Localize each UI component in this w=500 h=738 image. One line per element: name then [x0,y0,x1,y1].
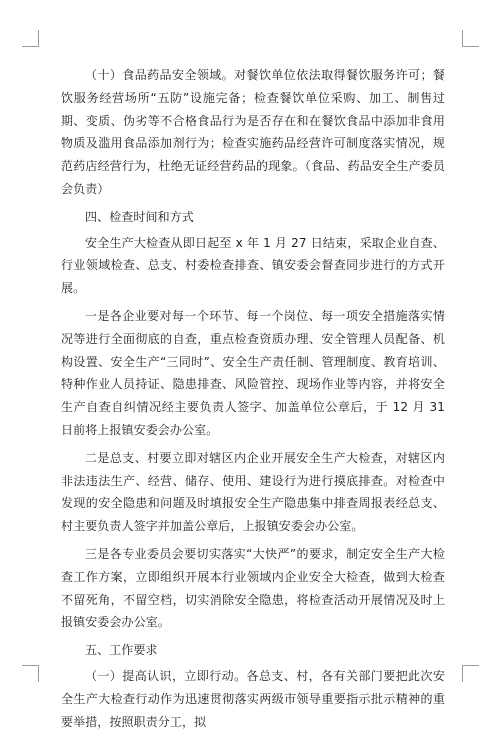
paragraph-enterprise-self-check: 一是各企业要对每一个环节、每一个岗位、每一项安全措施落实情况等进行全面彻底的自查，重点检查资质办理、安全管理人员配备、机构设置、安全生产“三同时”、安全生产责任制、管理制度、教育培训、特种作业人员持证、隐患排查、风险管控、现场作业等内容，并将安全生产自查自纠情况经主要负责人签字、加盖单位公章后，于 12 月 31 日前将上报镇安委会办公室。 [61,308,445,437]
document-body [61,64,445,738]
paragraph-branch-village-inspection: 二是总支、村要立即对辖区内企业开展安全生产大检查，对辖区内非法违法生产、经营、储存、使用、建设行为进行摸底排查。对检查中发现的安全隐患和问题及时填报安全生产隐患集中排查周报表经总支、村主要负责人签字并加盖公章后，上报镇安委会办公室。 [61,450,445,534]
section-heading-work-requirements: 五、工作要求 [85,643,158,658]
paragraph-inspection-period: 安全生产大检查从即日起至 x 年 1 月 27 日结束，采取企业自查、行业领域检查、总支、村委检查排查、镇安委会督查同步进行的方式开展。 [61,235,445,296]
paragraph-food-drug-safety: （十）食品药品安全领域。对餐饮单位依法取得餐饮服务许可；餐饮服务经营场所“五防”设施完备；检查餐饮单位采购、加工、制售过期、变质、伪劣等不合格食品行为是否存在和在餐饮食品中添加非食用物质及滥用食品添加剂行为；检查实施药品经营许可制度落实情况，规范药店经营行为，杜绝无证经营药品的现象。（食品、药品安全生产委员会负责） [61,68,445,196]
crop-mark-top-right [462,30,479,47]
section-heading-inspection-time-method: 四、检查时间和方式 [85,209,194,224]
crop-mark-bottom-right [462,665,479,682]
crop-mark-bottom-left [22,665,39,682]
paragraph-raise-awareness: （一）提高认识，立即行动。各总支、村，各有关部门要把此次安全生产大检查行动作为迅速贯彻落实两级市领导重要指示批示精神的重要举措，按照职责分工，拟 [61,668,445,729]
paragraph-committee-inspection: 三是各专业委员会要切实落实“大快严”的要求，制定安全生产大检查工作方案，立即组织开展本行业领域内企业安全大检查，做到大检查不留死角，不留空档，切实消除安全隐患，将检查活动开展情况及时上报镇安委会办公室。 [61,546,445,630]
crop-mark-top-left [22,30,39,47]
